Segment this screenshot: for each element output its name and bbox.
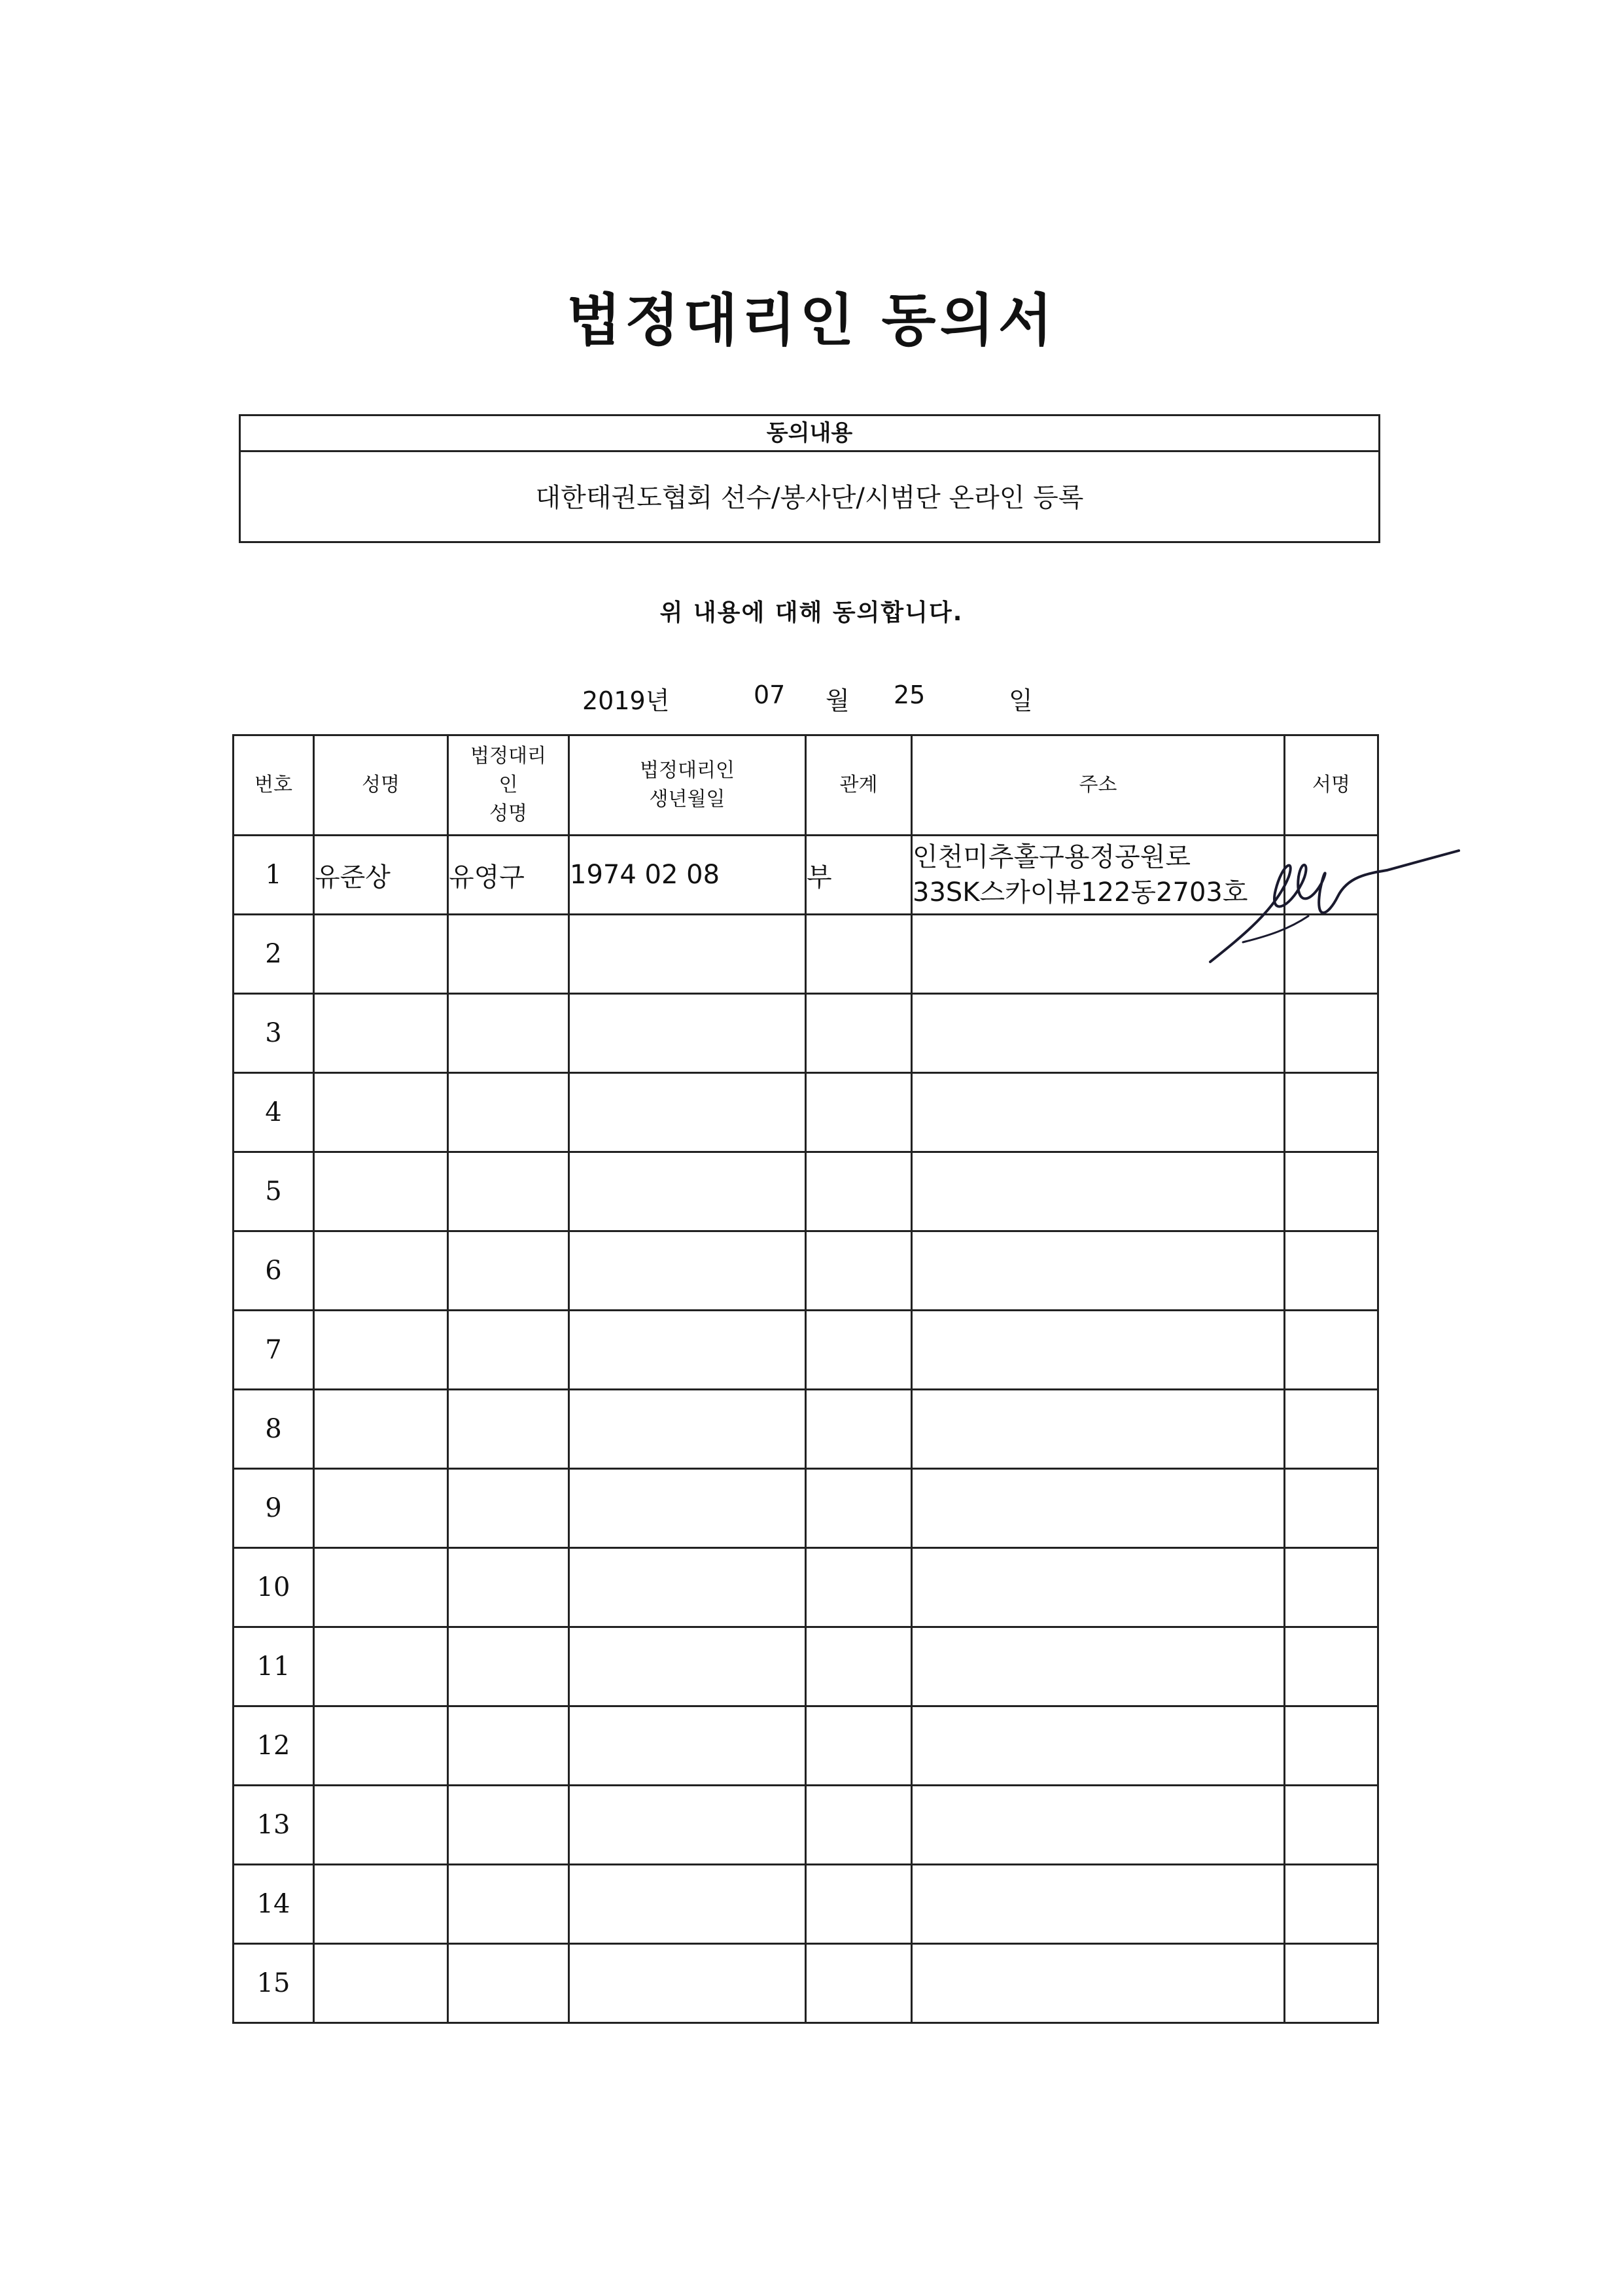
row-number: 4 (234, 1073, 314, 1152)
row-name (314, 1073, 448, 1152)
row-relation (806, 1865, 912, 1944)
row-guardian-birth (569, 1469, 806, 1548)
row-name (314, 1390, 448, 1469)
row-number: 6 (234, 1231, 314, 1311)
consent-header: 동의내용 (241, 416, 1378, 452)
row-name (314, 1231, 448, 1311)
table-row (234, 1311, 1378, 1390)
row-address (912, 1786, 1285, 1865)
row-signature (1285, 1469, 1378, 1548)
date-day: 25 (894, 680, 926, 709)
row-number: 3 (234, 994, 314, 1073)
row-guardian-birth: 1974 02 08 (569, 836, 806, 915)
row-relation (806, 915, 912, 994)
row-number: 7 (234, 1311, 314, 1390)
row-guardian-name (448, 1469, 569, 1548)
table-header-row (234, 735, 1378, 836)
row-number: 5 (234, 1152, 314, 1231)
row-number: 2 (234, 915, 314, 994)
row-signature (1285, 1231, 1378, 1311)
row-name (314, 1706, 448, 1786)
row-relation (806, 1548, 912, 1627)
row-guardian-name (448, 1627, 569, 1706)
row-name (314, 1469, 448, 1548)
consent-box (239, 414, 1380, 543)
row-relation (806, 1073, 912, 1152)
row-name (314, 1152, 448, 1231)
row-address (912, 1469, 1285, 1548)
row-signature (1285, 1865, 1378, 1944)
row-guardian-birth (569, 1231, 806, 1311)
row-number: 1 (234, 836, 314, 915)
row-number: 10 (234, 1548, 314, 1627)
row-guardian-birth (569, 1390, 806, 1469)
header-guardian-name-line2: 인 (498, 773, 518, 796)
row-guardian-name (448, 1390, 569, 1469)
row-guardian-birth (569, 1152, 806, 1231)
table-row (234, 1706, 1378, 1786)
row-relation (806, 1469, 912, 1548)
row-address (912, 1152, 1285, 1231)
table-row (234, 1469, 1378, 1548)
table-row (234, 1627, 1378, 1706)
row-name (314, 915, 448, 994)
row-name (314, 994, 448, 1073)
row-number: 12 (234, 1706, 314, 1786)
row-signature (1285, 1627, 1378, 1706)
row-signature (1285, 1786, 1378, 1865)
row-number: 11 (234, 1627, 314, 1706)
row-guardian-birth (569, 1311, 806, 1390)
date-year: 2019년 (582, 686, 670, 715)
row-guardian-name (448, 1231, 569, 1311)
header-guardian-birth (569, 735, 806, 836)
row-guardian-name (448, 1548, 569, 1627)
row-number: 13 (234, 1786, 314, 1865)
row-address (912, 1865, 1285, 1944)
row-address (912, 1548, 1285, 1627)
row-guardian-birth (569, 1073, 806, 1152)
row-signature (1285, 1152, 1378, 1231)
header-address: 주소 (912, 735, 1285, 836)
row-address (912, 1627, 1285, 1706)
row-signature (1285, 1548, 1378, 1627)
row-name (314, 1786, 448, 1865)
header-no: 번호 (234, 735, 314, 836)
date-day-label: 일 (1009, 686, 1033, 715)
row-guardian-birth (569, 1706, 806, 1786)
header-guardian-birth-line2: 생년월일 (649, 788, 725, 811)
row-address (912, 1706, 1285, 1786)
table-row (234, 1944, 1378, 2023)
row-signature (1285, 1390, 1378, 1469)
row-guardian-name (448, 1786, 569, 1865)
row-relation (806, 1944, 912, 2023)
row-guardian-name (448, 994, 569, 1073)
row-address-line2: 33SK스카이뷰122동2703호 (913, 877, 1248, 908)
row-number: 8 (234, 1390, 314, 1469)
table-row (234, 1390, 1378, 1469)
date-month-label: 월 (826, 686, 850, 715)
row-relation: 부 (806, 836, 912, 915)
row-relation (806, 1231, 912, 1311)
row-address (912, 1390, 1285, 1469)
row-guardian-birth (569, 1944, 806, 2023)
row-relation (806, 1152, 912, 1231)
header-guardian-name-line3: 성명 (489, 802, 527, 825)
header-guardian-name-line1: 법정대리 (470, 745, 546, 768)
row-guardian-name (448, 1311, 569, 1390)
row-relation (806, 1786, 912, 1865)
row-guardian-name: 유영구 (448, 836, 569, 915)
row-signature (1285, 1706, 1378, 1786)
row-name (314, 1548, 448, 1627)
row-signature (1285, 1073, 1378, 1152)
page-title: 법정대리인 동의서 (567, 288, 1056, 353)
row-number: 15 (234, 1944, 314, 2023)
row-guardian-name (448, 915, 569, 994)
row-relation (806, 1311, 912, 1390)
row-guardian-birth (569, 1548, 806, 1627)
table-row (234, 1152, 1378, 1231)
row-signature (1285, 1944, 1378, 2023)
consent-content: 대한태권도협회 선수/봉사단/시범단 온라인 등록 (535, 483, 1084, 513)
row-guardian-birth (569, 1865, 806, 1944)
row-guardian-birth (569, 915, 806, 994)
row-address (912, 1231, 1285, 1311)
row-name (314, 1944, 448, 2023)
row-guardian-name (448, 1152, 569, 1231)
table-row (234, 1548, 1378, 1627)
row-guardian-name (448, 1073, 569, 1152)
row-guardian-name (448, 1944, 569, 2023)
header-guardian-birth-line1: 법정대리인 (640, 759, 735, 782)
table-row (234, 994, 1378, 1073)
row-relation (806, 1627, 912, 1706)
row-name (314, 1865, 448, 1944)
row-guardian-name (448, 1865, 569, 1944)
row-address (912, 994, 1285, 1073)
row-signature (1285, 994, 1378, 1073)
row-guardian-birth (569, 1786, 806, 1865)
row-relation (806, 1706, 912, 1786)
row-address (912, 1944, 1285, 2023)
table-row (234, 1231, 1378, 1311)
header-relation: 관계 (806, 735, 912, 836)
handwritten-signature (1204, 838, 1465, 968)
agreement-text: 위 내용에 대해 동의합니다. (659, 599, 964, 626)
table-row (234, 1786, 1378, 1865)
row-guardian-name (448, 1706, 569, 1786)
header-name: 성명 (314, 735, 448, 836)
row-relation (806, 1390, 912, 1469)
date-month: 07 (754, 680, 786, 709)
row-number: 9 (234, 1469, 314, 1548)
header-signature: 서명 (1285, 735, 1378, 836)
row-relation (806, 994, 912, 1073)
row-address (912, 1073, 1285, 1152)
row-name: 유준상 (314, 836, 448, 915)
table-row (234, 1865, 1378, 1944)
row-name (314, 1627, 448, 1706)
row-name (314, 1311, 448, 1390)
row-guardian-birth (569, 1627, 806, 1706)
header-guardian-name (448, 735, 569, 836)
row-address (912, 1311, 1285, 1390)
row-address-line1: 인천미추홀구용정공원로 (913, 842, 1191, 872)
row-guardian-birth (569, 994, 806, 1073)
row-signature (1285, 1311, 1378, 1390)
row-number: 14 (234, 1865, 314, 1944)
table-row (234, 1073, 1378, 1152)
